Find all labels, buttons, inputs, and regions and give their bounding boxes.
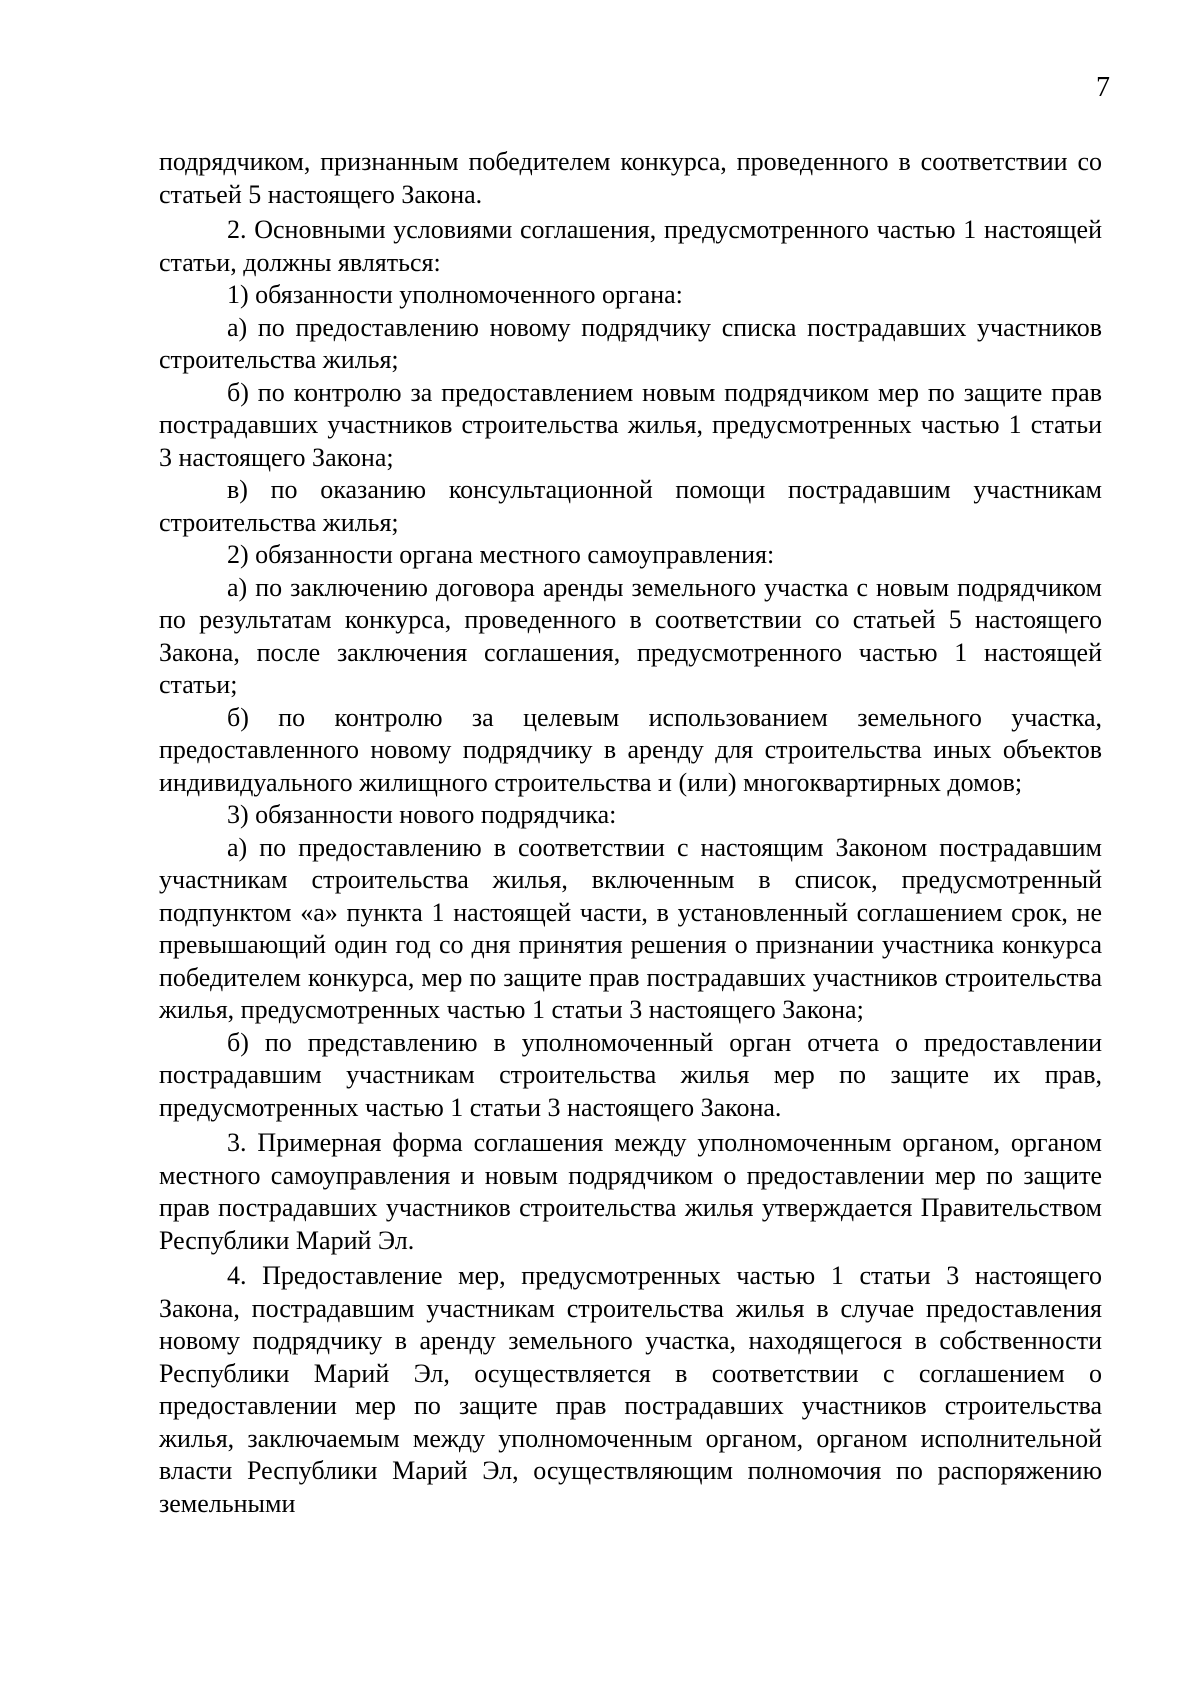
paragraph-subitem-2a: а) по заключению договора аренды земельного участка с новым подрядчиком по результатам конкурса, проведенного в соответствии со статьей 5 настоящего Закона, после заключения соглашения, предусмотренного частью 1 настоящей статьи; bbox=[159, 572, 1102, 699]
paragraph-item-2: 2. Основными условиями соглашения, предусмотренного частью 1 настоящей статьи, должны являться: bbox=[159, 215, 1102, 277]
paragraph-subitem-3b: б) по представлению в уполномоченный орган отчета о предоставлении пострадавшим участникам строительства жилья мер по защите их прав, предусмотренных частью 1 статьи 3 настоящего Закона. bbox=[159, 1027, 1102, 1122]
paragraph-subitem-2: 2) обязанности органа местного самоуправления: bbox=[227, 540, 775, 569]
page-number: 7 bbox=[1096, 72, 1110, 103]
paragraph-subitem-1a: а) по предоставлению новому подрядчику списка пострадавших участников строительства жилья; bbox=[159, 312, 1102, 374]
paragraph-continuation: подрядчиком, признанным победителем конкурса, проведенного в соответствии со статьей 5 настоящего Закона. bbox=[159, 147, 1102, 209]
paragraph-subitem-3a: а) по предоставлению в соответствии с настоящим Законом пострадавшим участникам строительства жилья, включенным в список, предусмотренный подпунктом «а» пункта 1 настоящей части, в установленный соглашением срок, не превышающий один год со дня принятия решения о признании участника конкурса победителем конкурса, мер по защите прав пострадавших участников строительства жилья, предусмотренных частью 1 статьи 3 настоящего Закона; bbox=[159, 832, 1102, 1024]
paragraph-subitem-1: 1) обязанности уполномоченного органа: bbox=[227, 280, 683, 309]
paragraph-subitem-3: 3) обязанности нового подрядчика: bbox=[227, 800, 617, 829]
paragraph-subitem-1b: б) по контролю за предоставлением новым подрядчиком мер по защите прав пострадавших участников строительства жилья, предусмотренных частью 1 статьи 3 настоящего Закона; bbox=[159, 377, 1102, 472]
paragraph-subitem-1v: в) по оказанию консультационной помощи пострадавшим участникам строительства жилья; bbox=[159, 475, 1102, 537]
paragraph-item-4: 4. Предоставление мер, предусмотренных частью 1 статьи 3 настоящего Закона, пострадавшим участникам строительства жилья в случае предоставления новому подрядчику в аренду земельного участка, находящегося в собственности Республики Марий Эл, осуществляется в соответствии с соглашением о предоставлении мер по защите прав пострадавших участников строительства жилья, заключаемым между уполномоченным органом, органом исполнительной власти Республики Марий Эл, осуществляющим полномочия по распоряжению земельными bbox=[159, 1261, 1102, 1518]
paragraph-item-3: 3. Примерная форма соглашения между уполномоченным органом, органом местного самоуправления и новым подрядчиком о предоставлении мер по защите прав пострадавших участников строительства жилья утверждается Правительством Республики Марий Эл. bbox=[159, 1128, 1102, 1255]
paragraph-subitem-2b: б) по контролю за целевым использованием земельного участка, предоставленного новому подрядчику в аренду для строительства иных объектов индивидуального жилищного строительства и (или) многоквартирных домов; bbox=[159, 702, 1102, 797]
document-body bbox=[159, 146, 1102, 1520]
